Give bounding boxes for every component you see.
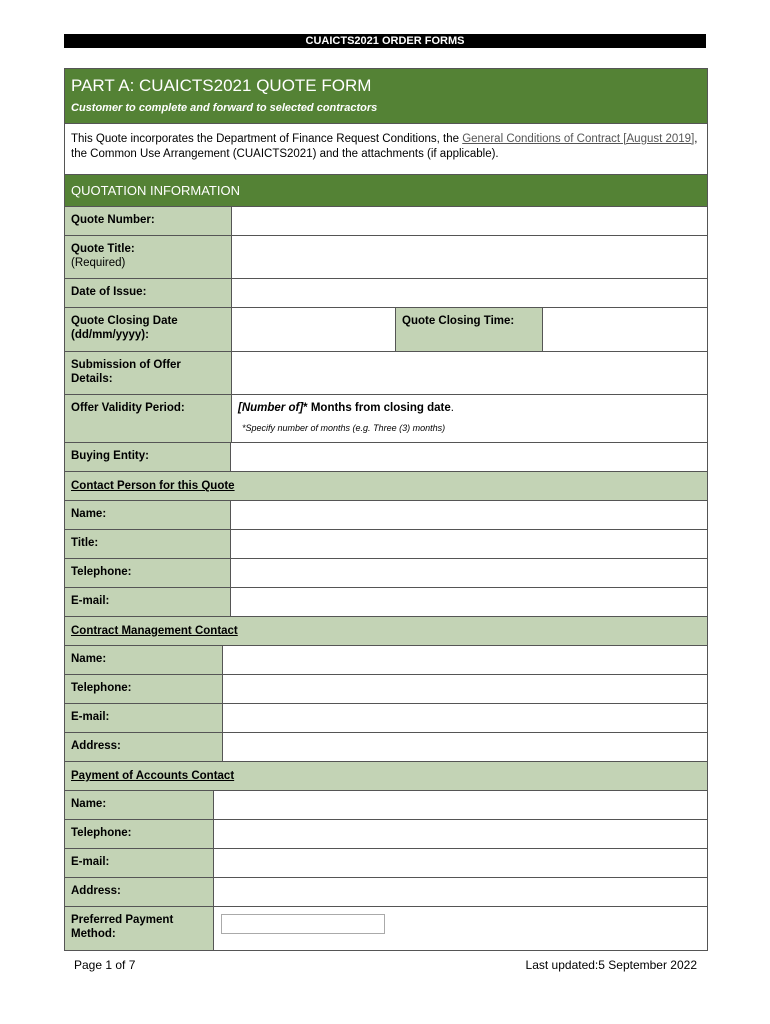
contract-mgmt-email-input[interactable] bbox=[223, 704, 707, 732]
quote-form bbox=[64, 68, 708, 951]
intro-text bbox=[65, 124, 707, 175]
payment-name-label: Name: bbox=[65, 791, 214, 819]
quote-title-label-text: Quote Title: bbox=[71, 243, 135, 255]
payment-email-row bbox=[65, 849, 707, 878]
form-subtitle: Customer to complete and forward to selected contractors bbox=[71, 102, 378, 114]
quote-number-label: Quote Number: bbox=[65, 207, 232, 235]
offer-validity-value[interactable] bbox=[232, 395, 707, 442]
order-forms-banner: CUAICTS2021 ORDER FORMS bbox=[64, 34, 706, 48]
form-header bbox=[65, 69, 707, 124]
payment-email-input[interactable] bbox=[214, 849, 707, 877]
submission-label: Submission of Offer Details: bbox=[65, 352, 232, 394]
closing-time-input[interactable] bbox=[543, 308, 707, 351]
contact-quote-name-row bbox=[65, 501, 707, 530]
closing-date-label: Quote Closing Date (dd/mm/yyyy): bbox=[65, 308, 232, 351]
contract-mgmt-telephone-row bbox=[65, 675, 707, 704]
intro-text-after: , the Common Use Arrangement (CUAICTS2021) and the attachments (if applicable). bbox=[71, 133, 698, 160]
date-of-issue-row bbox=[65, 279, 707, 308]
contract-mgmt-address-label: Address: bbox=[65, 733, 223, 761]
payment-method-dropdown[interactable] bbox=[221, 914, 385, 934]
quotation-information-heading: QUOTATION INFORMATION bbox=[65, 175, 707, 207]
payment-method-cell bbox=[214, 907, 707, 950]
general-conditions-link[interactable]: General Conditions of Contract [August 2019] bbox=[462, 133, 695, 145]
contact-quote-telephone-label: Telephone: bbox=[65, 559, 231, 587]
contact-quote-name-label: Name: bbox=[65, 501, 231, 529]
payment-address-input[interactable] bbox=[214, 878, 707, 906]
contract-mgmt-address-row bbox=[65, 733, 707, 762]
contact-quote-heading: Contact Person for this Quote bbox=[65, 472, 707, 501]
contract-mgmt-name-row bbox=[65, 646, 707, 675]
payment-name-input[interactable] bbox=[214, 791, 707, 819]
contact-quote-email-input[interactable] bbox=[231, 588, 707, 616]
payment-address-label: Address: bbox=[65, 878, 214, 906]
offer-validity-label: Offer Validity Period: bbox=[65, 395, 232, 442]
offer-validity-note: *Specify number of months (e.g. Three (3) months) bbox=[242, 423, 446, 433]
contact-quote-telephone-input[interactable] bbox=[231, 559, 707, 587]
submission-input[interactable] bbox=[232, 352, 707, 394]
closing-time-label: Quote Closing Time: bbox=[395, 308, 543, 351]
page-number: Page 1 of 7 bbox=[74, 958, 136, 972]
payment-method-label: Preferred Payment Method: bbox=[65, 907, 214, 950]
contact-quote-title-label: Title: bbox=[65, 530, 231, 558]
payment-telephone-input[interactable] bbox=[214, 820, 707, 848]
quote-number-row bbox=[65, 207, 707, 236]
quote-title-label bbox=[65, 236, 232, 278]
payment-telephone-row bbox=[65, 820, 707, 849]
quote-number-input[interactable] bbox=[232, 207, 707, 235]
contract-mgmt-name-label: Name: bbox=[65, 646, 223, 674]
payment-accounts-heading: Payment of Accounts Contact bbox=[65, 762, 707, 791]
offer-validity-period: . bbox=[450, 402, 454, 414]
submission-row bbox=[65, 352, 707, 395]
contact-quote-email-row bbox=[65, 588, 707, 617]
quote-title-required-note: (Required) bbox=[71, 257, 126, 269]
buying-entity-input[interactable] bbox=[231, 443, 707, 471]
contact-quote-email-label: E-mail: bbox=[65, 588, 231, 616]
closing-date-input[interactable] bbox=[232, 308, 396, 351]
contract-mgmt-telephone-label: Telephone: bbox=[65, 675, 223, 703]
contract-mgmt-email-row bbox=[65, 704, 707, 733]
quote-title-row bbox=[65, 236, 707, 279]
contract-mgmt-address-input[interactable] bbox=[223, 733, 707, 761]
last-updated: Last updated:5 September 2022 bbox=[525, 958, 697, 972]
contact-quote-name-input[interactable] bbox=[231, 501, 707, 529]
payment-address-row bbox=[65, 878, 707, 907]
contract-mgmt-email-label: E-mail: bbox=[65, 704, 223, 732]
offer-validity-months-text: * Months from closing date bbox=[303, 402, 451, 414]
offer-validity-row bbox=[65, 395, 707, 443]
contact-quote-telephone-row bbox=[65, 559, 707, 588]
payment-email-label: E-mail: bbox=[65, 849, 214, 877]
contract-mgmt-name-input[interactable] bbox=[223, 646, 707, 674]
date-of-issue-label: Date of Issue: bbox=[65, 279, 232, 307]
closing-date-row bbox=[65, 308, 707, 352]
quote-title-input[interactable] bbox=[232, 236, 707, 278]
offer-validity-text bbox=[238, 401, 701, 415]
intro-text-before: This Quote incorporates the Department of Finance Request Conditions, the bbox=[71, 133, 463, 145]
buying-entity-label: Buying Entity: bbox=[65, 443, 231, 471]
contact-quote-title-input[interactable] bbox=[231, 530, 707, 558]
contract-mgmt-telephone-input[interactable] bbox=[223, 675, 707, 703]
payment-method-row bbox=[65, 907, 707, 950]
payment-name-row bbox=[65, 791, 707, 820]
contract-management-heading: Contract Management Contact bbox=[65, 617, 707, 646]
buying-entity-row bbox=[65, 443, 707, 472]
form-title: PART A: CUAICTS2021 QUOTE FORM bbox=[71, 76, 372, 95]
date-of-issue-input[interactable] bbox=[232, 279, 707, 307]
payment-telephone-label: Telephone: bbox=[65, 820, 214, 848]
contact-quote-title-row bbox=[65, 530, 707, 559]
offer-validity-number-placeholder: [Number of] bbox=[238, 402, 304, 414]
